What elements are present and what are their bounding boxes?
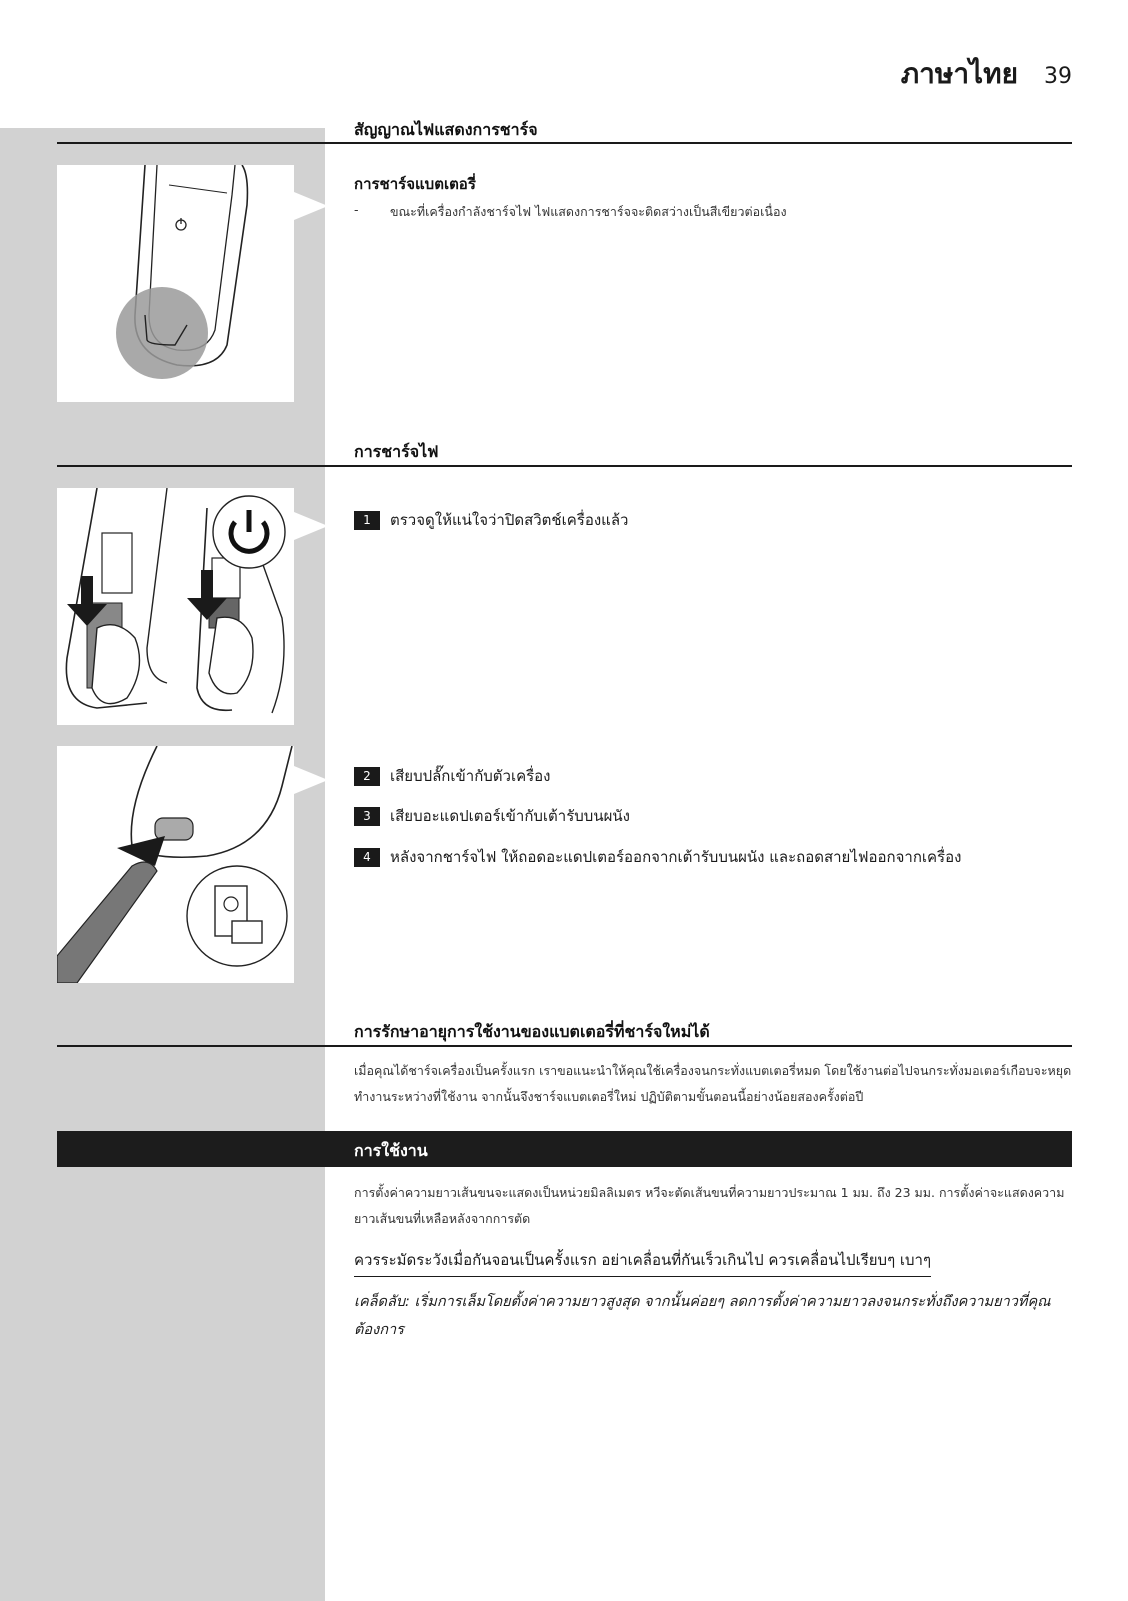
step-4 <box>354 845 961 869</box>
section-title-usage: การใช้งาน <box>354 1141 428 1160</box>
page-number: 39 <box>1044 64 1072 89</box>
callout-pointer <box>294 766 328 794</box>
bullet-item <box>354 202 787 222</box>
step-number: 1 <box>354 511 380 530</box>
step-2 <box>354 764 551 788</box>
step-text: หลังจากชาร์จไฟ ให้ถอดอะแดปเตอร์ออกจากเต้ารับบนผนัง และถอดสายไฟออกจากเครื่อง <box>390 848 962 866</box>
step-text: เสียบอะแดปเตอร์เข้ากับเต้ารับบนผนัง <box>390 807 630 825</box>
power-icon <box>176 218 186 230</box>
step-number: 4 <box>354 848 380 867</box>
section-rule <box>57 1045 1072 1047</box>
page-language-title: ภาษาไทย <box>900 57 1018 90</box>
subheading-battery-charging: การชาร์จแบตเตอรี่ <box>354 175 476 193</box>
step-number: 2 <box>354 767 380 786</box>
section-title-charge-indicator: สัญญาณไฟแสดงการชาร์จ <box>354 120 538 139</box>
usage-paragraph: การตั้งค่าความยาวเส้นขนจะแสดงเป็นหน่วยมิลลิเมตร หวีจะตัดเส้นขนที่ความยาวประมาณ 1 มม. ถึง 23 มม. การตั้งค่าจะแสดงความยาวเส้นขนที่เหลือหลังจากการตัด <box>354 1185 1065 1226</box>
callout-pointer <box>294 192 328 220</box>
illustration-plug-in <box>57 746 294 983</box>
section-bar-usage <box>57 1131 1072 1167</box>
step-3 <box>354 804 630 828</box>
trimmer-handle-illustration <box>57 165 294 402</box>
illustration-charge-indicator <box>57 165 294 402</box>
callout-pointer <box>294 512 328 540</box>
usage-warning: ควรระมัดระวังเมื่อกันจอนเป็นครั้งแรก อย่าเคลื่อนที่กันเร็วเกินไป ควรเคลื่อนไปเรียบๆ เบาๆ <box>354 1248 931 1277</box>
page-header <box>901 52 1072 96</box>
bullet-dash: - <box>354 202 359 217</box>
section-title-charging: การชาร์จไฟ <box>354 442 439 461</box>
illustration-switch-off <box>57 488 294 725</box>
step-text: เสียบปลั๊กเข้ากับตัวเครื่อง <box>390 767 551 785</box>
switch-off-illustration <box>57 488 294 725</box>
battery-life-paragraph: เมื่อคุณได้ชาร์จเครื่องเป็นครั้งแรก เราขอแนะนำให้คุณใช้เครื่องจนกระทั่งแบตเตอรี่หมด โดยใช้งานต่อไปจนกระทั่งมอเตอร์เกือบจะหยุดทำงานระหว่างที่ใช้งาน จากนั้นจึงชาร์จแบตเตอรี่ใหม่ ปฏิบัติตามขั้นตอนนี้อย่างน้อยสองครั้งต่อปี <box>354 1063 1072 1104</box>
wall-socket-icon <box>187 866 287 966</box>
plug-icon <box>155 818 193 840</box>
power-icon <box>213 496 285 568</box>
step-number: 3 <box>354 807 380 826</box>
step-text: ตรวจดูให้แน่ใจว่าปิดสวิตช์เครื่องแล้ว <box>390 511 629 529</box>
bullet-text: ขณะที่เครื่องกำลังชาร์จไฟ ไฟแสดงการชาร์จจะติดสว่างเป็นสีเขียวต่อเนื่อง <box>390 204 787 219</box>
plug-in-illustration <box>57 746 294 983</box>
section-rule <box>57 142 1072 144</box>
step-1 <box>354 508 628 532</box>
section-title-battery-life: การรักษาอายุการใช้งานของแบตเตอรี่ที่ชาร์จใหม่ได้ <box>354 1022 710 1041</box>
usage-tip: เคล็ดลับ: เริ่มการเล็มโดยตั้งค่าความยาวสูงสุด จากนั้นค่อยๆ ลดการตั้งค่าความยาวลงจนกระทั่งถึงความยาวที่คุณต้องการ <box>354 1294 1051 1338</box>
section-rule <box>57 465 1072 467</box>
